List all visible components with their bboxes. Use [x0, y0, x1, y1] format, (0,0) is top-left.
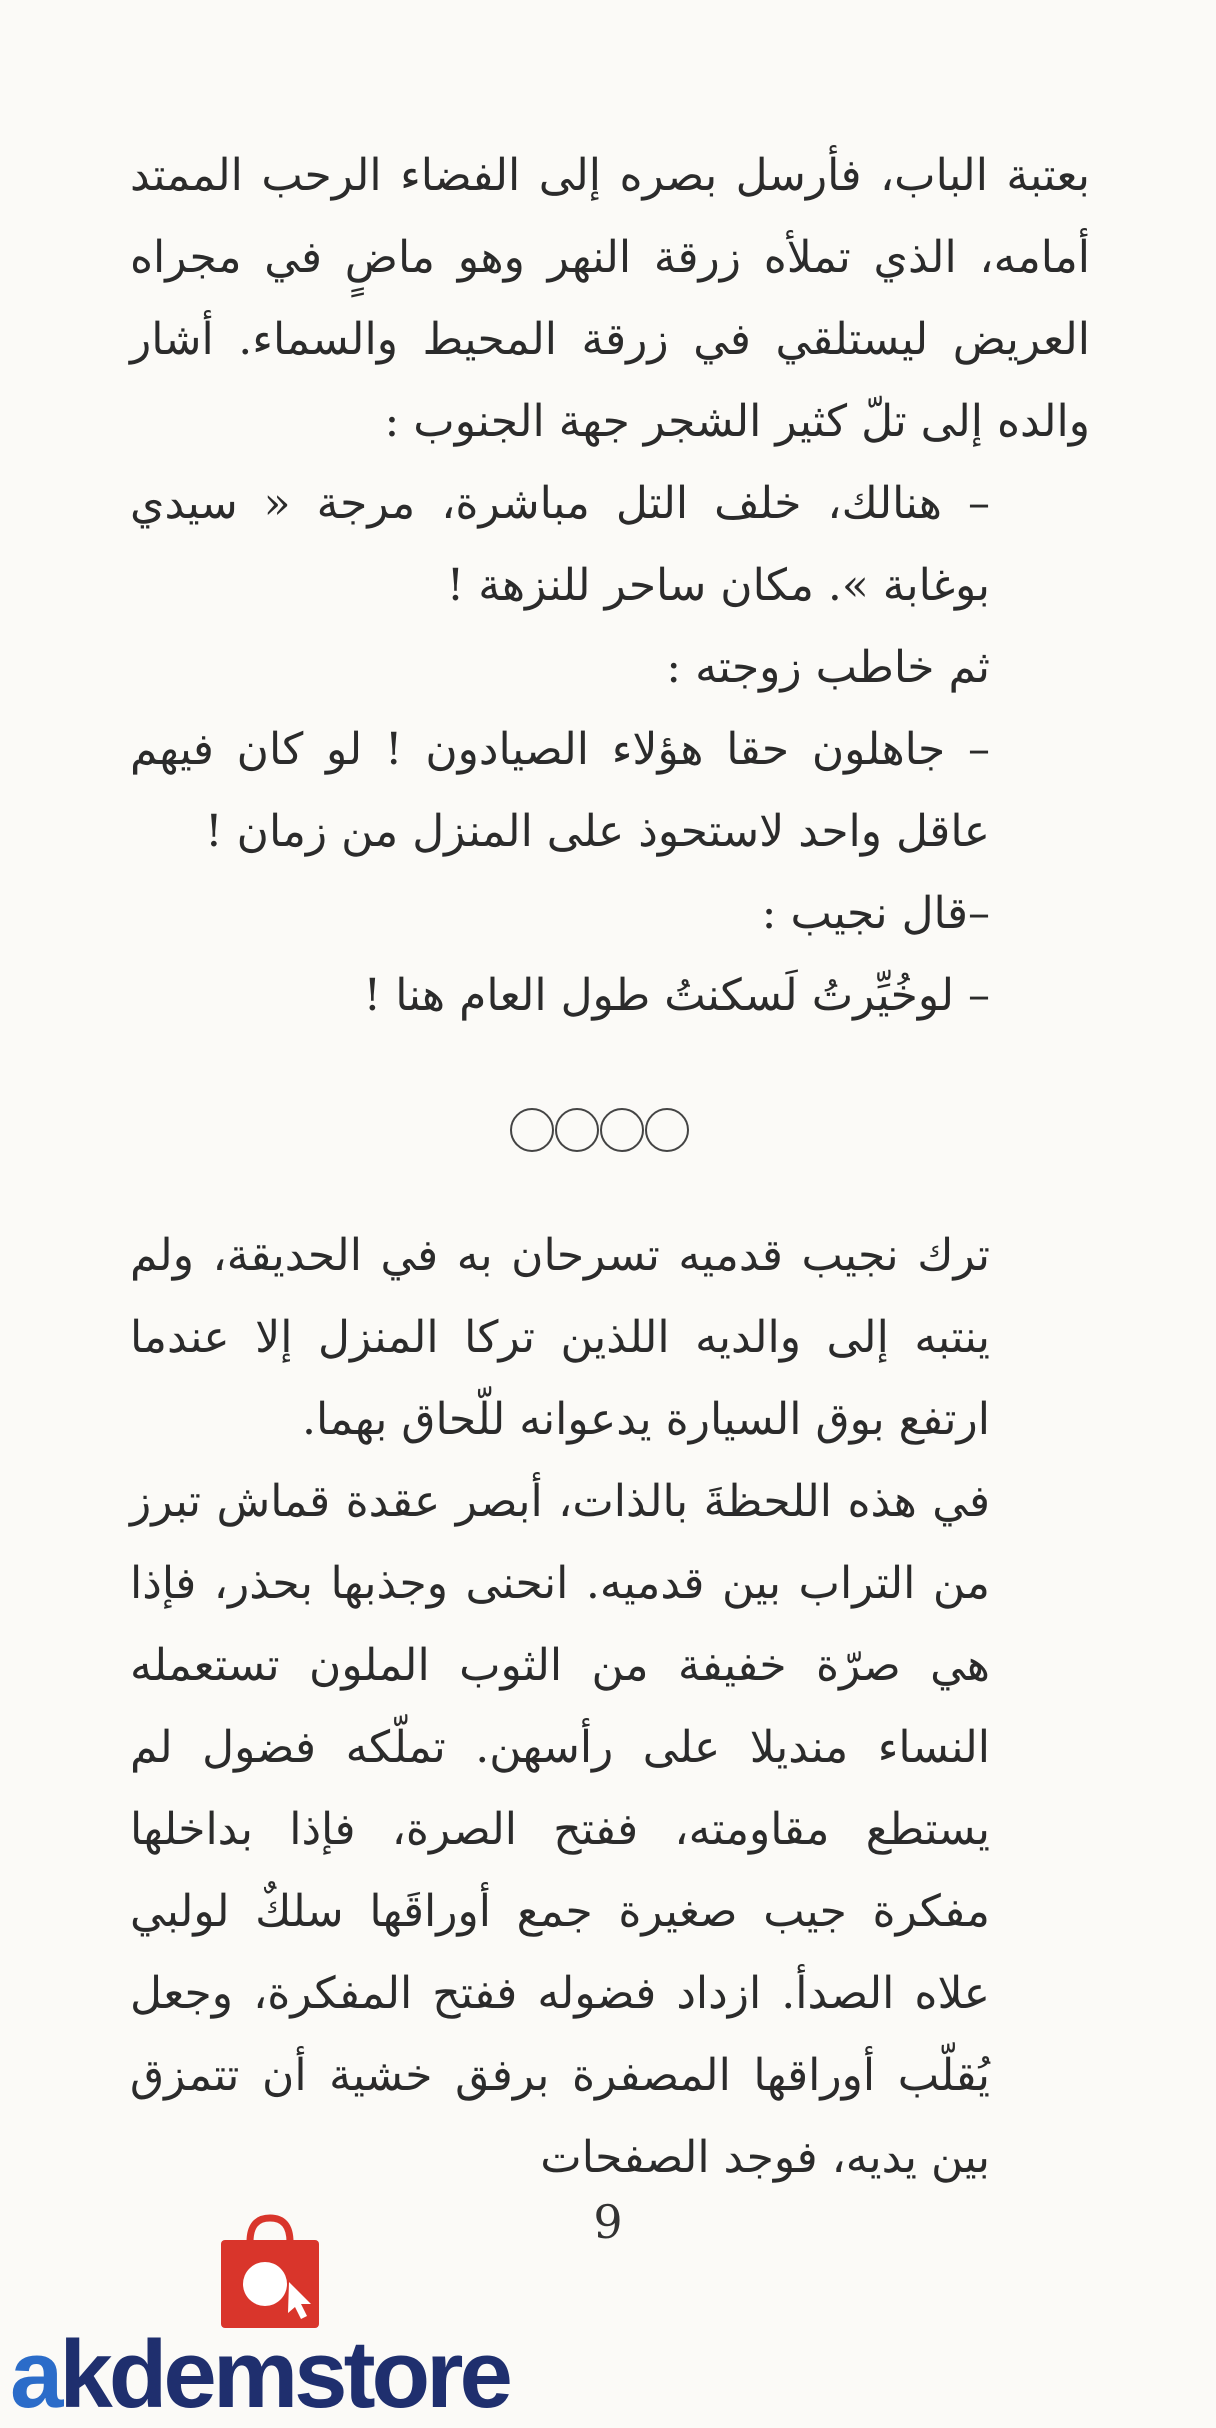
logo-wordmark: akdemstore	[10, 2321, 509, 2428]
text-block-bottom	[130, 1215, 1090, 2199]
paragraph: – هنالك، خلف التل مباشرة، مرجة « سيدي بوغابة ». مكان ساحر للنزهة !	[130, 478, 990, 611]
paragraph: ترك نجيب قدميه تسرحان به في الحديقة، ولم ينتبه إلى والديه اللذين تركا المنزل إلا عندما ارتفع بوق السيارة يدعوانه للّحاق بهما.	[130, 1230, 990, 1445]
paragraph: –قال نجيب :	[761, 888, 990, 939]
paragraph: في هذه اللحظةَ بالذات، أبصر عقدة قماش تبرز من التراب بين قدميه. انحنى وجذبها بحذر، فإذا هي صرّة خفيفة من الثوب الملون تستعمله النساء منديلا على رأسهن. تملّكه فضول لم يستطع مقاومته، ففتح الصرة، فإذا بداخلها مفكرة جيب صغيرة جمع أوراقَها سلكٌ لولبي علاه الصدأ. ازداد فضوله ففتح المفكرة، وجعل يُقلّب أوراقها المصفرة برفق خشية أن تتمزق بين يديه، فوجد الصفحات	[130, 1476, 990, 2183]
paragraph: ثم خاطب زوجته :	[666, 642, 990, 693]
page-number: 9	[593, 2195, 623, 2249]
paragraph: بعتبة الباب، فأرسل بصره إلى الفضاء الرحب الممتد أمامه، الذي تملأه زرقة النهر وهو ماضٍ في مجراه العريض ليستلقي في زرقة المحيط والسماء. أشار والده إلى تلّ كثير الشجر جهة الجنوب :	[130, 150, 1090, 447]
paragraph: – جاهلون حقا هؤلاء الصيادون ! لو كان فيهم عاقل واحد لاستحوذ على المنزل من زمان !	[130, 724, 990, 857]
paragraph: – لوخُيِّرتُ لَسكنتُ طول العام هنا !	[363, 970, 990, 1021]
shopping-bag-icon	[215, 2212, 325, 2332]
store-watermark-logo	[10, 2200, 530, 2428]
section-divider-circles	[508, 1106, 692, 1154]
text-block-top	[130, 135, 1090, 1037]
